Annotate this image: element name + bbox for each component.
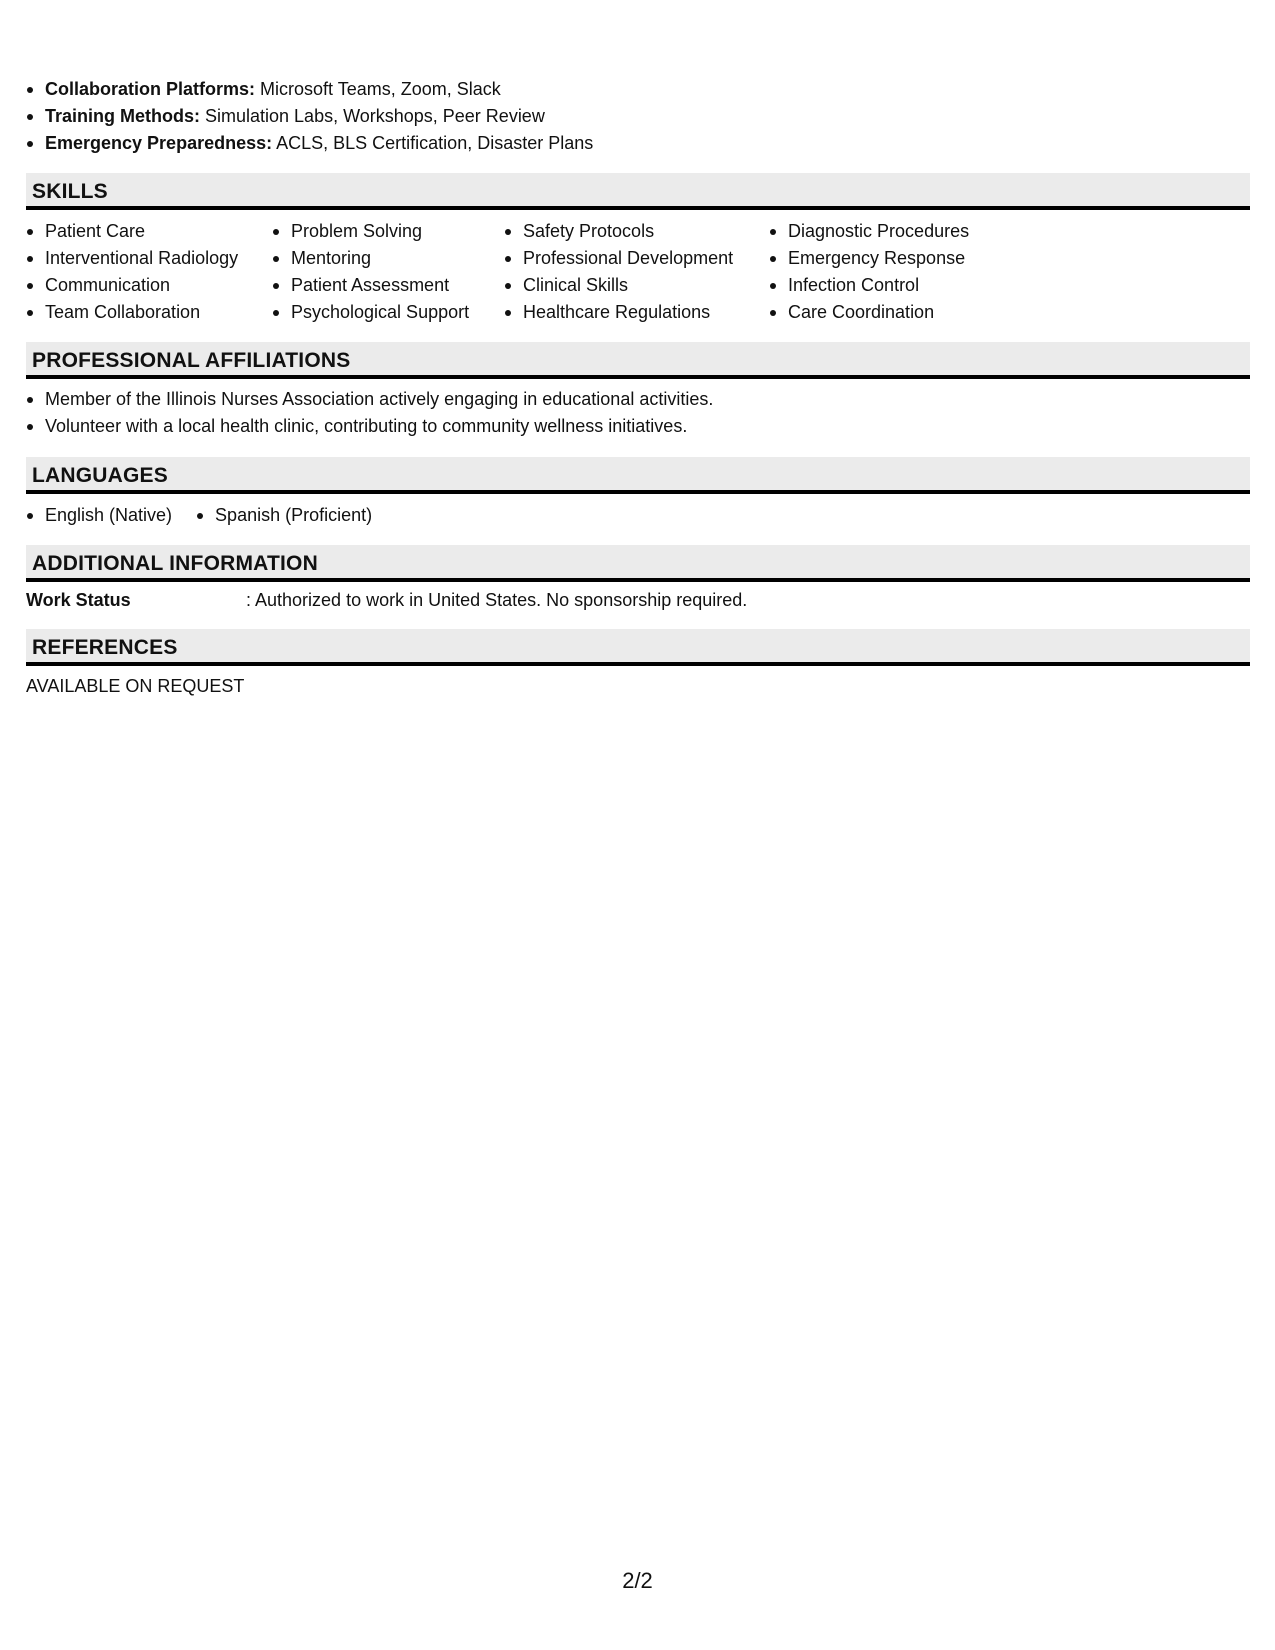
tools-list	[26, 76, 1250, 157]
languages-row	[26, 502, 1250, 529]
skill-item: Infection Control	[769, 272, 1069, 299]
tools-item	[26, 103, 1250, 130]
languages-list	[26, 502, 396, 529]
tools-item	[26, 130, 1250, 157]
tools-item-label: Training Methods:	[45, 106, 200, 126]
skill-item: Healthcare Regulations	[504, 299, 769, 326]
tools-item-value: ACLS, BLS Certification, Disaster Plans	[272, 133, 594, 153]
affiliation-item: Member of the Illinois Nurses Association actively engaging in educational activities.	[26, 386, 1250, 413]
language-item: English (Native)	[26, 502, 172, 529]
affiliation-item: Volunteer with a local health clinic, contributing to community wellness initiatives.	[26, 413, 1250, 440]
skill-item: Team Collaboration	[26, 299, 272, 326]
languages-heading: LANGUAGES	[26, 457, 1250, 494]
skill-item: Communication	[26, 272, 272, 299]
language-item: Spanish (Proficient)	[196, 502, 372, 529]
skill-item: Psychological Support	[272, 299, 504, 326]
skill-item: Emergency Response	[769, 245, 1069, 272]
skill-item: Diagnostic Procedures	[769, 218, 1069, 245]
page-number: 2/2	[622, 1568, 653, 1593]
skills-column	[26, 218, 272, 326]
skills-column	[504, 218, 769, 326]
tools-item-value: Microsoft Teams, Zoom, Slack	[255, 79, 501, 99]
skill-item: Care Coordination	[769, 299, 1069, 326]
tools-item	[26, 76, 1250, 103]
skills-heading: SKILLS	[26, 173, 1250, 210]
skill-item: Mentoring	[272, 245, 504, 272]
work-status-row	[26, 588, 1250, 613]
affiliations-list	[26, 386, 1250, 440]
skill-item: Safety Protocols	[504, 218, 769, 245]
resume-page	[26, 76, 1250, 699]
skills-column	[769, 218, 1069, 326]
tools-item-label: Emergency Preparedness:	[45, 133, 273, 153]
skill-item: Interventional Radiology	[26, 245, 272, 272]
work-status-value: : Authorized to work in United States. No sponsorship required.	[246, 590, 748, 610]
affiliations-heading: PROFESSIONAL AFFILIATIONS	[26, 342, 1250, 379]
skills-grid	[26, 218, 1250, 326]
skill-item: Problem Solving	[272, 218, 504, 245]
additional-info-heading: ADDITIONAL INFORMATION	[26, 545, 1250, 582]
skill-item: Clinical Skills	[504, 272, 769, 299]
work-status-label: Work Status	[26, 590, 131, 610]
references-text: AVAILABLE ON REQUEST	[26, 676, 245, 696]
references-heading: REFERENCES	[26, 629, 1250, 666]
tools-item-label: Collaboration Platforms:	[45, 79, 256, 99]
skills-column	[272, 218, 504, 326]
skill-item: Professional Development	[504, 245, 769, 272]
tools-item-value: Simulation Labs, Workshops, Peer Review	[200, 106, 545, 126]
skill-item: Patient Care	[26, 218, 272, 245]
skill-item: Patient Assessment	[272, 272, 504, 299]
